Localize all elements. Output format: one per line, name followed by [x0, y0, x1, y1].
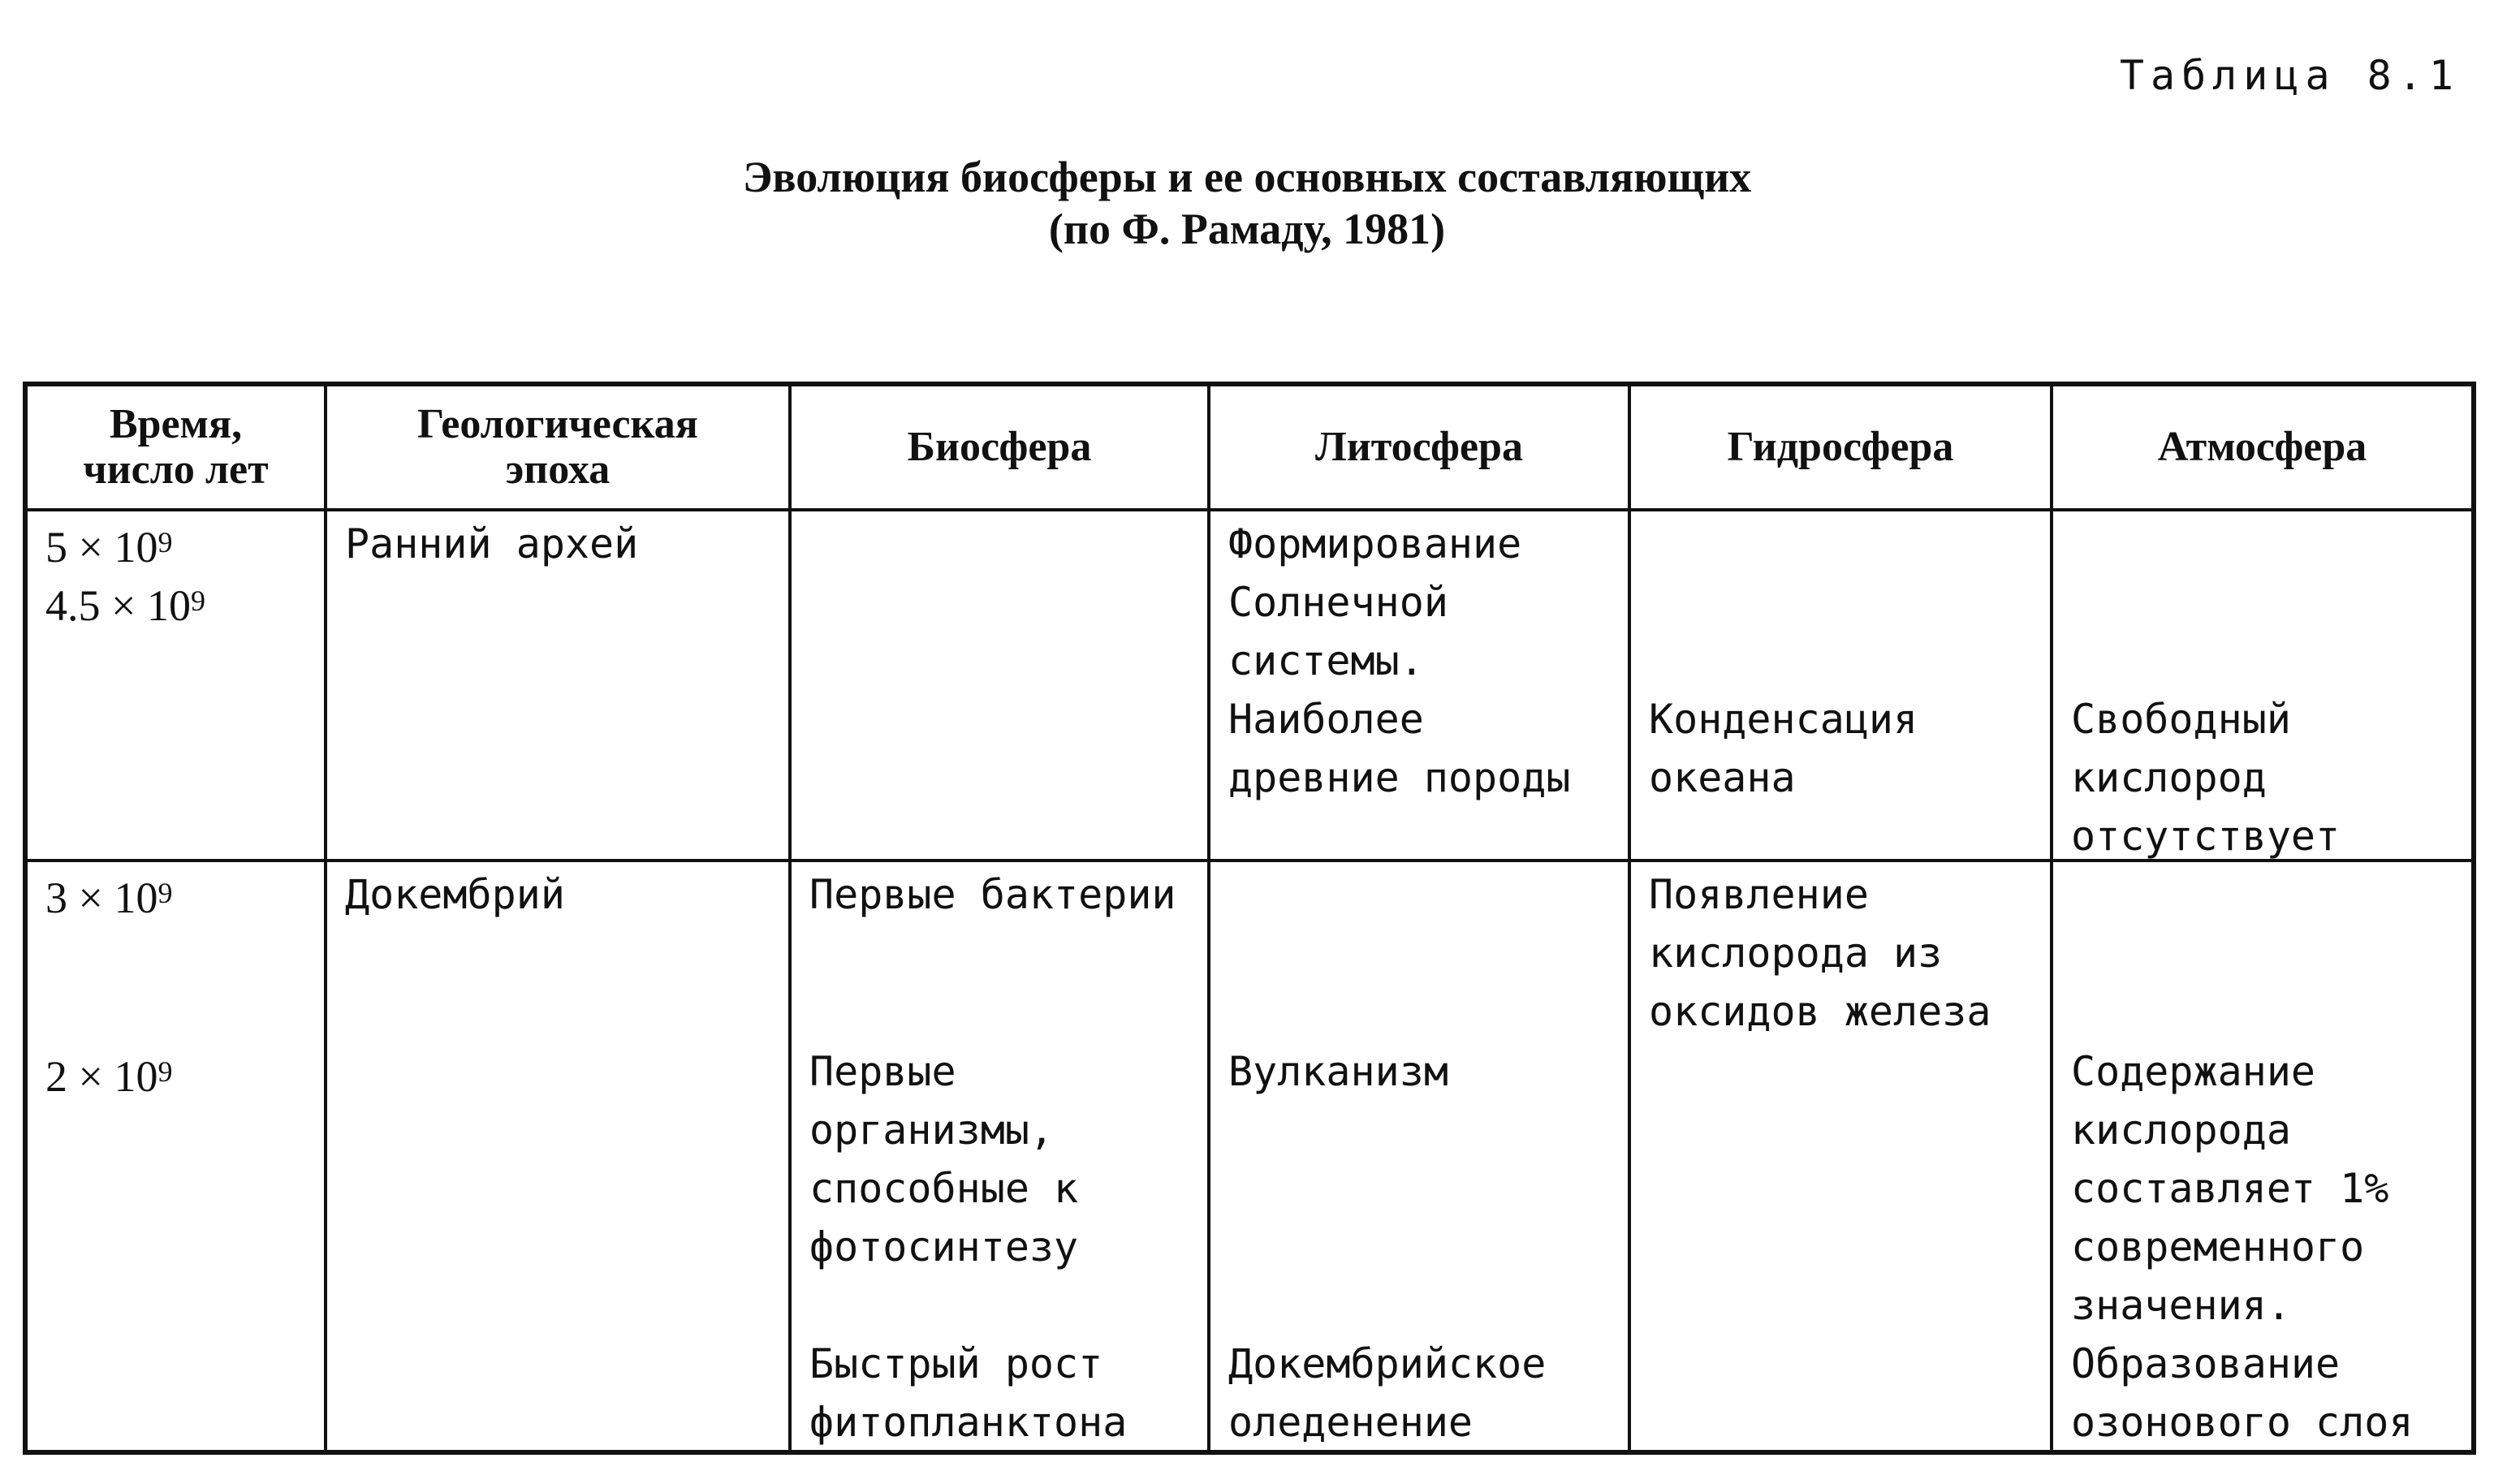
hydrosphere-cell: [1629, 510, 2052, 861]
header-lithosphere: Литосфера: [1209, 384, 1629, 510]
time-value: $3 \times 10^9$: [45, 874, 173, 922]
title-line-1: Эволюция биосферы и ее основных составляющих: [742, 153, 1752, 201]
title-line-2: (по Ф. Рамаду, 1981): [1048, 205, 1446, 253]
time-value: $5 \times 10^9$: [45, 523, 173, 572]
epoch-cell: [326, 861, 790, 1452]
atmosphere-text: Содержание кислорода составляет 1% современного значения. Образование озонового слоя: [2071, 1048, 2414, 1446]
epoch-text: Ранний архей: [345, 520, 639, 567]
biosphere-text: Первые организмы, способные к фотосинтезу: [809, 1048, 1079, 1270]
biosphere-text: Первые бактерии: [809, 871, 1176, 918]
time-value: $2 \times 10^9$: [45, 1052, 173, 1101]
time-cell: [25, 861, 326, 1452]
header-time: Время, число лет: [25, 384, 326, 510]
epoch-cell: [326, 510, 790, 861]
atmosphere-cell: [2052, 510, 2474, 861]
header-biosphere: Биосфера: [790, 384, 1209, 510]
hydrosphere-cell: [1629, 861, 2052, 1452]
biosphere-text: Быстрый рост фитопланктона: [809, 1340, 1128, 1446]
hydrosphere-text: Появление кислорода из оксидов железа: [1649, 871, 1991, 1035]
header-hydrosphere: Гидросфера: [1629, 384, 2052, 510]
document-title: [0, 151, 2494, 255]
header-row: [25, 384, 2474, 510]
epoch-text: Докембрий: [345, 871, 565, 918]
lithosphere-text: Докембрийское оледенение: [1228, 1340, 1547, 1446]
evolution-table: [23, 382, 2476, 1455]
lithosphere-cell: [1209, 510, 1629, 861]
header-epoch: Геологическая эпоха: [326, 384, 790, 510]
time-cell: [25, 510, 326, 861]
lithosphere-text: Вулканизм: [1228, 1048, 1448, 1095]
time-value: $4.5 \times 10^9$: [45, 581, 205, 630]
header-atmosphere: Атмосфера: [2052, 384, 2474, 510]
table-row: [25, 510, 2474, 861]
lithosphere-text: Формирование Солнечной системы. Наиболее древние породы: [1228, 520, 1571, 801]
atmosphere-text: Свободный кислород отсутствует: [2071, 696, 2341, 860]
lithosphere-cell: [1209, 861, 1629, 1452]
biosphere-cell: [790, 510, 1209, 861]
hydrosphere-text: Конденсация океана: [1649, 696, 1918, 801]
table-number: Таблица 8.1: [2119, 52, 2460, 99]
table-row: [25, 861, 2474, 1452]
biosphere-cell: [790, 861, 1209, 1452]
atmosphere-cell: [2052, 861, 2474, 1452]
